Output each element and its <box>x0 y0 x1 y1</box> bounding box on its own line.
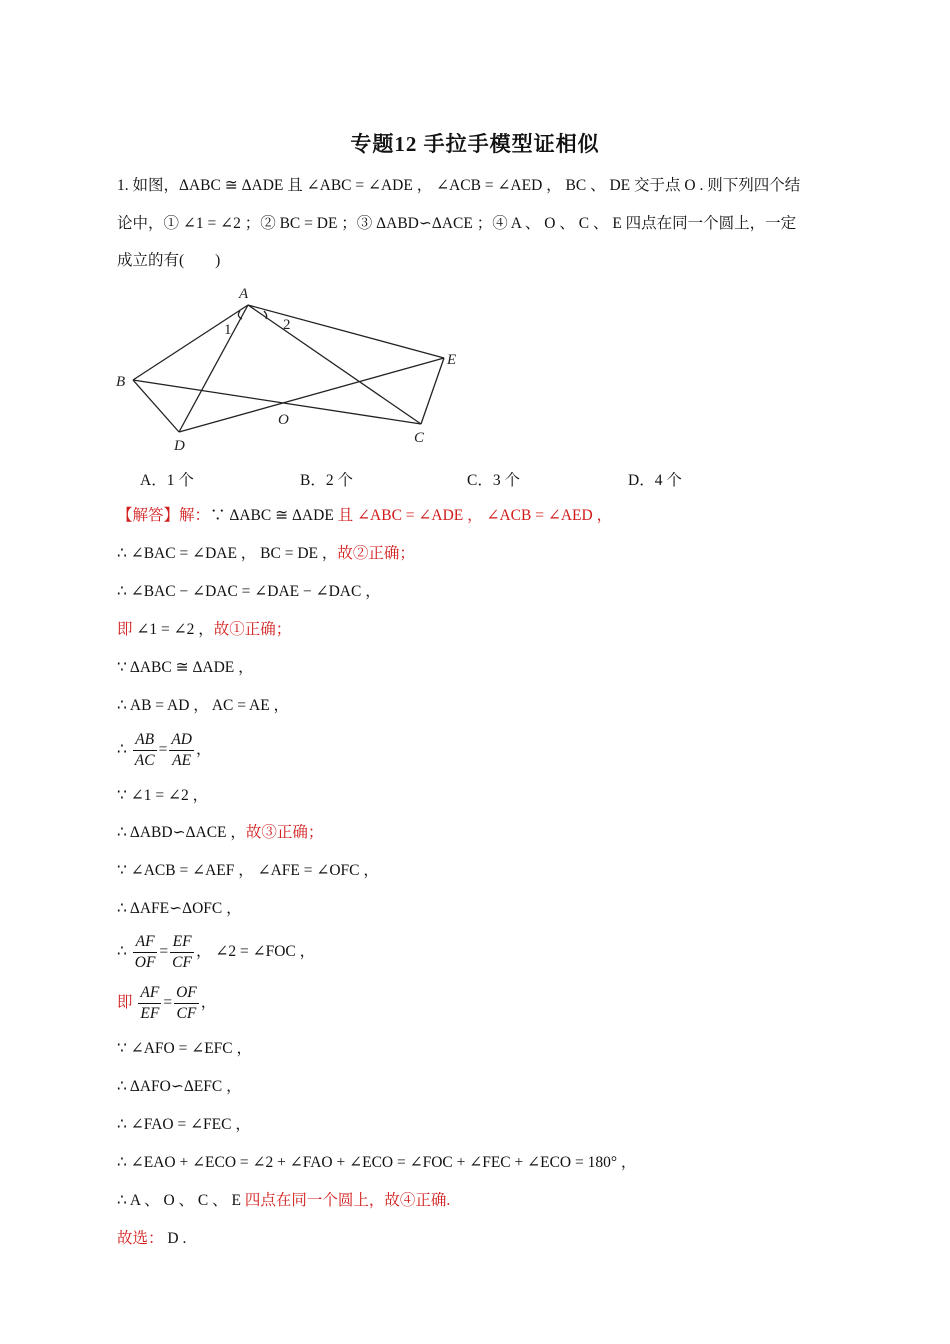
solution-line-3: 即 ∠1 = ∠2 ，故①正确； <box>117 621 292 638</box>
option-c: C．3 个 <box>467 472 520 489</box>
segment-AD <box>179 305 248 432</box>
segment-BD <box>133 380 179 432</box>
solution-line-6: ∴ $\frac{AB}{AC}$ = $\frac{AD}{AE}$ ， <box>117 731 212 769</box>
option-d: D．4 个 <box>628 472 682 489</box>
fraction: $\frac{EF}{CF}$ <box>172 933 192 971</box>
solution-line-14: ∴ ΔAFO∽ΔEFC ， <box>117 1078 242 1095</box>
solution-line-17: ∴ A 、 O 、 C 、 E 四点在同一个圆上，故④正确. <box>117 1192 451 1209</box>
solution-line-18: 故选： D . <box>117 1230 187 1247</box>
fraction: $\frac{AD}{AE}$ <box>171 731 192 769</box>
label-E: E <box>447 352 457 368</box>
label-1: 1 <box>224 322 232 338</box>
fraction: $\frac{OF}{CF}$ <box>176 984 197 1022</box>
solution-line-7: ∵ ∠1 = ∠2 ， <box>117 787 209 804</box>
solution-line-8: ∴ ΔABD∽ΔACE ，故③正确； <box>117 824 324 841</box>
label-O: O <box>278 412 289 428</box>
solution-label: 【解答】解： <box>117 507 211 524</box>
solution-line-4: ∵ ΔABC ≅ ΔADE ， <box>117 659 254 676</box>
fraction: $\frac{AF}{EF}$ <box>140 984 160 1022</box>
angle-2-arc <box>264 311 267 319</box>
option-a: A．1 个 <box>140 472 194 489</box>
segment-EC <box>421 358 444 424</box>
question-line-1: 1. 如图，ΔABC ≅ ΔADE 且 ∠ABC = ∠ADE ， ∠ACB = ∠AED ， BC 、 DE 交于点 O . 则下列四个结 <box>117 177 801 194</box>
solution-line-0: 【解答】解：∵ ΔABC ≅ ΔADE 且 ∠ABC = ∠ADE ， ∠ACB = ∠AED ， <box>117 507 613 524</box>
solution-line-12: 即 $\frac{AF}{EF}$ = $\frac{OF}{CF}$ ， <box>117 984 217 1022</box>
solution-line-16: ∴ ∠EAO + ∠ECO = ∠2 + ∠FAO + ∠ECO = ∠FOC + ∠FEC + ∠ECO = 180° ， <box>117 1154 637 1171</box>
solution-line-15: ∴ ∠FAO = ∠FEC ， <box>117 1116 251 1133</box>
label-2: 2 <box>283 317 291 333</box>
solution-line-2: ∴ ∠BAC − ∠DAC = ∠DAE − ∠DAC ， <box>117 583 381 600</box>
page-title: 专题12 手拉手模型证相似 <box>350 132 600 156</box>
solution-line-13: ∵ ∠AFO = ∠EFC ， <box>117 1040 253 1057</box>
question-line-2: 论中，① ∠1 = ∠2 ；② BC = DE ；③ ΔABD∽ΔACE ；④ A 、 O 、 C 、 E 四点在同一个圆上，一定 <box>117 215 797 232</box>
solution-line-9: ∵ ∠ACB = ∠AEF ， ∠AFE = ∠OFC ， <box>117 862 379 879</box>
solution-line-1: ∴ ∠BAC = ∠DAE ， BC = DE ，故②正确； <box>117 545 415 562</box>
fraction: $\frac{AF}{OF}$ <box>134 933 156 971</box>
solution-line-10: ∴ ΔAFE∽ΔOFC ， <box>117 900 242 917</box>
solution-line-11: ∴ $\frac{AF}{OF}$ = $\frac{EF}{CF}$ ， ∠2 = ∠FOC ， <box>117 933 316 971</box>
segment-BC <box>133 380 421 424</box>
segment-AB <box>133 305 248 380</box>
label-B: B <box>116 374 126 390</box>
geometry-figure <box>112 284 472 454</box>
segment-AE <box>248 305 444 358</box>
label-A: A <box>239 286 249 302</box>
solution-line-5: ∴ AB = AD ， AC = AE ， <box>117 697 290 714</box>
question-line-3: 成立的有( ) <box>117 252 221 269</box>
label-C: C <box>414 430 425 446</box>
fraction: $\frac{AB}{AC}$ <box>134 731 155 769</box>
option-b: B．2 个 <box>300 472 353 489</box>
label-D: D <box>174 438 185 454</box>
